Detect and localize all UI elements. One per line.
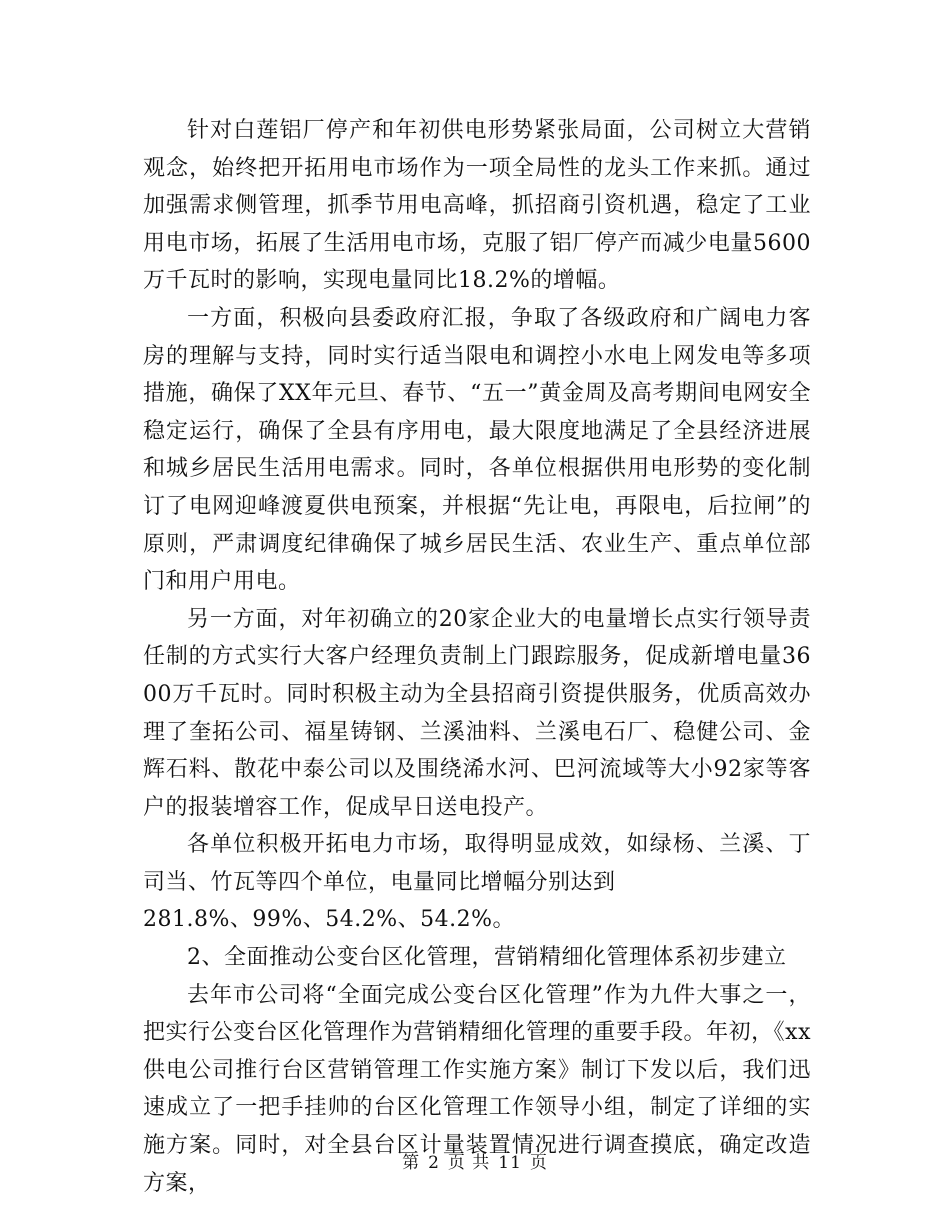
footer-suffix: 页: [529, 1153, 548, 1173]
footer-total-pages: 11: [498, 1153, 522, 1173]
paragraph-growth-figures: 281.8%、99%、54.2%、54.2%。: [143, 907, 516, 933]
paragraph-first-aspect: 一方面，积极向县委政府汇报，争取了各级政府和广阔电力客房的理解与支持，同时实行适当限电和调控小水电上网发电等多项措施，确保了XX年元旦、春节、“五一”黄金周及高考期间电网安全稳定运行，确保了全县有序用电，最大限度地满足了全县经济进展和城乡居民生活用电需求。同时，各单位根据供用电形势的变化制订了电网迎峰渡夏供电预案，并根据“先让电，再限电，后拉闸”的原则，严肃调度纪律确保了城乡居民生活、农业生产、重点单位部门和用户用电。: [143, 305, 811, 595]
document-body: [143, 112, 811, 1202]
footer-middle: 页 共: [447, 1153, 491, 1173]
section-heading-2: 2、全面推动公变台区化管理，营销精细化管理体系初步建立: [187, 945, 787, 971]
paragraph-second-aspect: 另一方面，对年初确立的20家企业大的电量增长点实行领导责任制的方式实行大客户经理负责制上门跟踪服务，促成新增电量3600万千瓦时。同时积极主动为全县招商引资提供服务，优质高效办理了奎拓公司、福星铸钢、兰溪油料、兰溪电石厂、稳健公司、金辉石料、散花中泰公司以及围绕浠水河、巴河流域等大小92家等客户的报装增容工作，促成早日送电投产。: [143, 606, 811, 820]
footer-page-number: 2: [428, 1153, 440, 1173]
paragraph-market-expansion: 针对白莲铝厂停产和年初供电形势紧张局面，公司树立大营销观念，始终把开拓用电市场作为一项全局性的龙头工作来抓。通过加强需求侧管理，抓季节用电高峰，抓招商引资机遇，稳定了工业用电市场，拓展了生活用电市场，克服了铝厂停产而减少电量5600万千瓦时的影响，实现电量同比18.2%的增幅。: [143, 118, 811, 294]
paragraph-district-management: 去年市公司将“全面完成公变台区化管理”作为九件大事之一，把实行公变台区化管理作为营销精细化管理的重要手段。年初，《xx供电公司推行台区营销管理工作实施方案》制订下发以后，我们迅速成立了一把手挂帅的台区化管理工作领导小组，制定了详细的实施方案。同时，对全县台区计量装置情况进行调查摸底，确定改造方案，: [143, 982, 811, 1196]
paragraph-unit-results: 各单位积极开拓电力市场，取得明显成效，如绿杨、兰溪、丁司当、竹瓦等四个单位，电量同比增幅分别达到: [143, 832, 811, 895]
footer-prefix: 第: [402, 1153, 421, 1173]
page-footer: [0, 1148, 950, 1173]
